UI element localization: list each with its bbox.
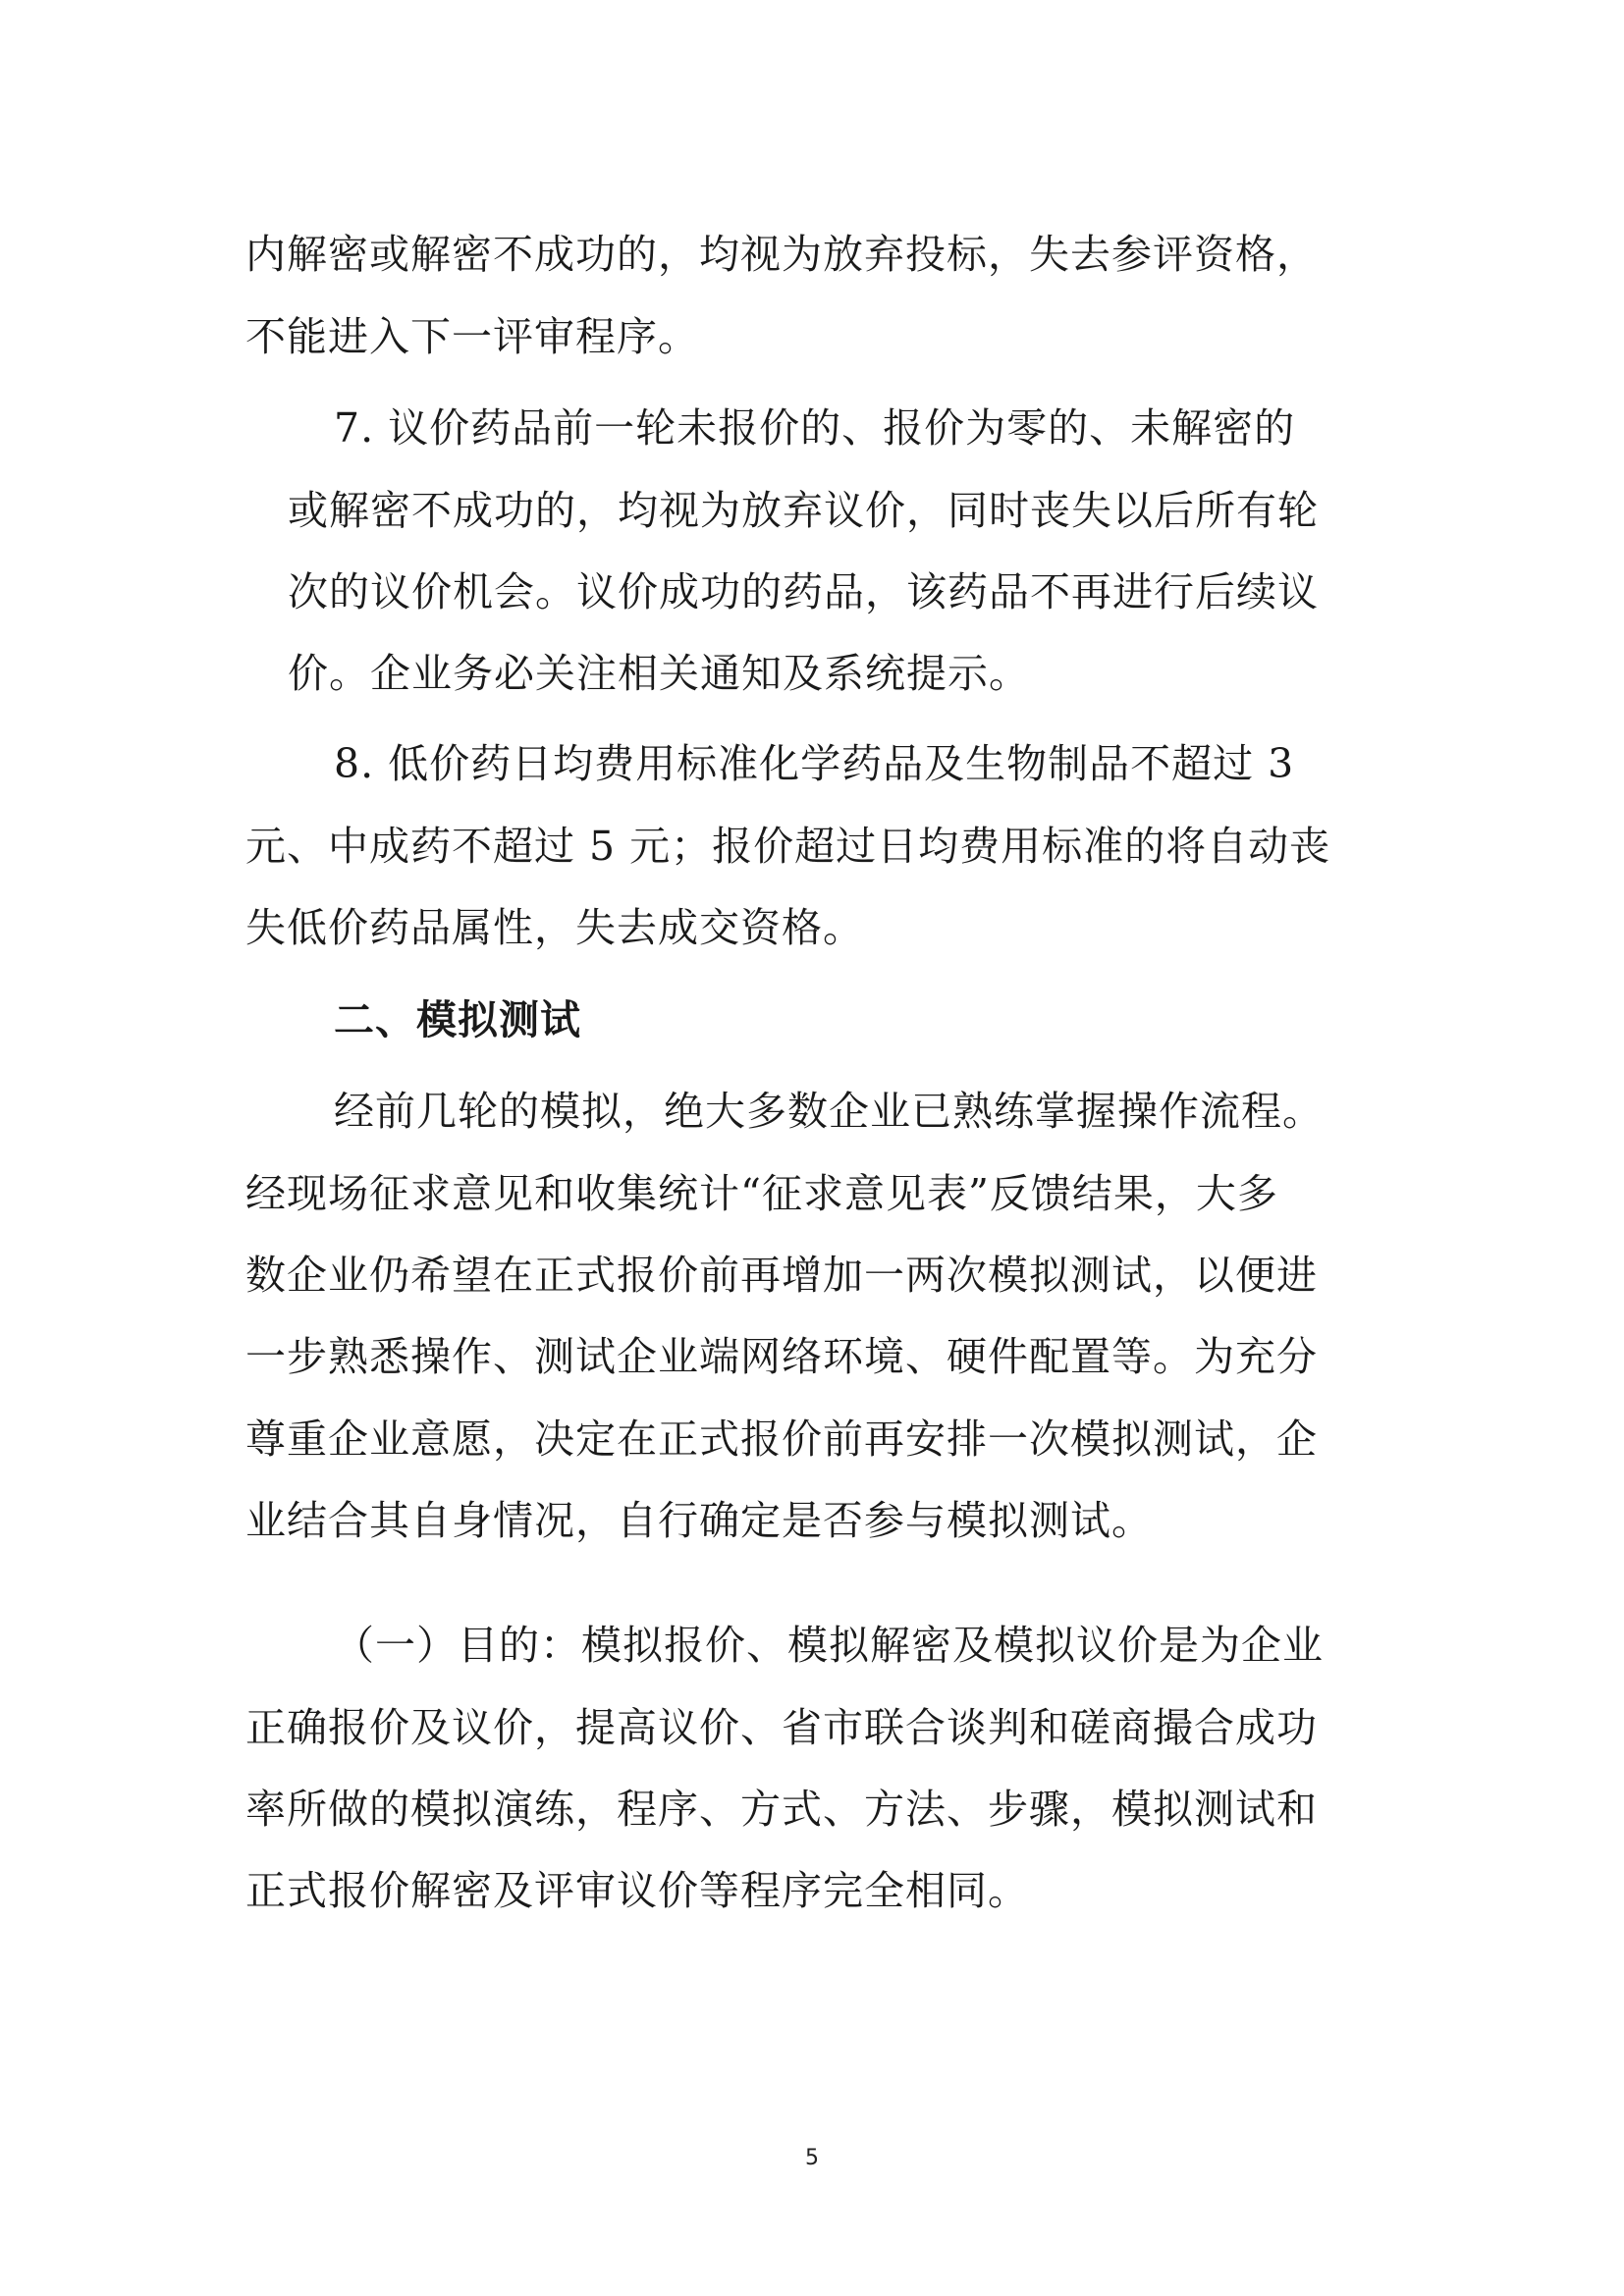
paragraph-line: 元、中成药不超过 5 元；报价超过日均费用标准的将自动丧	[245, 823, 1331, 870]
paragraph-line: 经前几轮的模拟，绝大多数企业已熟练掌握操作流程。	[334, 1088, 1324, 1135]
paragraph-line: 率所做的模拟演练，程序、方式、方法、步骤，模拟测试和	[245, 1786, 1318, 1833]
paragraph-line: 不能进入下一评审程序。	[245, 313, 699, 360]
paragraph-line: 一步熟悉操作、测试企业端网络环境、硬件配置等。为充分	[245, 1333, 1318, 1380]
paragraph-line: 经现场征求意见和收集统计“征求意见表”反馈结果，大多	[245, 1170, 1278, 1217]
paragraph-line: （一）目的：模拟报价、模拟解密及模拟议价是为企业	[334, 1622, 1324, 1669]
paragraph-line: 或解密不成功的，均视为放弃议价，同时丧失以后所有轮	[288, 487, 1319, 534]
section-heading: 二、模拟测试	[334, 996, 581, 1043]
paragraph-line: 尊重企业意愿，决定在正式报价前再安排一次模拟测试，企	[245, 1415, 1318, 1463]
paragraph-line: 正确报价及议价，提高议价、省市联合谈判和磋商撮合成功	[245, 1704, 1318, 1751]
page-number: 5	[805, 2146, 819, 2170]
paragraph-line: 业结合其自身情况，自行确定是否参与模拟测试。	[245, 1497, 1153, 1544]
paragraph-line: 失低价药品属性，失去成交资格。	[245, 904, 864, 951]
paragraph-line: 8. 低价药日均费用标准化学药品及生物制品不超过 3	[334, 740, 1295, 787]
paragraph-line: 正式报价解密及评审议价等程序完全相同。	[245, 1867, 1029, 1914]
paragraph-line: 7. 议价药品前一轮未报价的、报价为零的、未解密的	[334, 404, 1296, 452]
paragraph-line: 内解密或解密不成功的，均视为放弃投标，失去参评资格，	[245, 231, 1318, 278]
paragraph-line: 价。企业务必关注相关通知及系统提示。	[288, 650, 1030, 697]
paragraph-line: 次的议价机会。议价成功的药品，该药品不再进行后续议	[288, 568, 1319, 615]
paragraph-line: 数企业仍希望在正式报价前再增加一两次模拟测试，以便进	[245, 1252, 1318, 1299]
